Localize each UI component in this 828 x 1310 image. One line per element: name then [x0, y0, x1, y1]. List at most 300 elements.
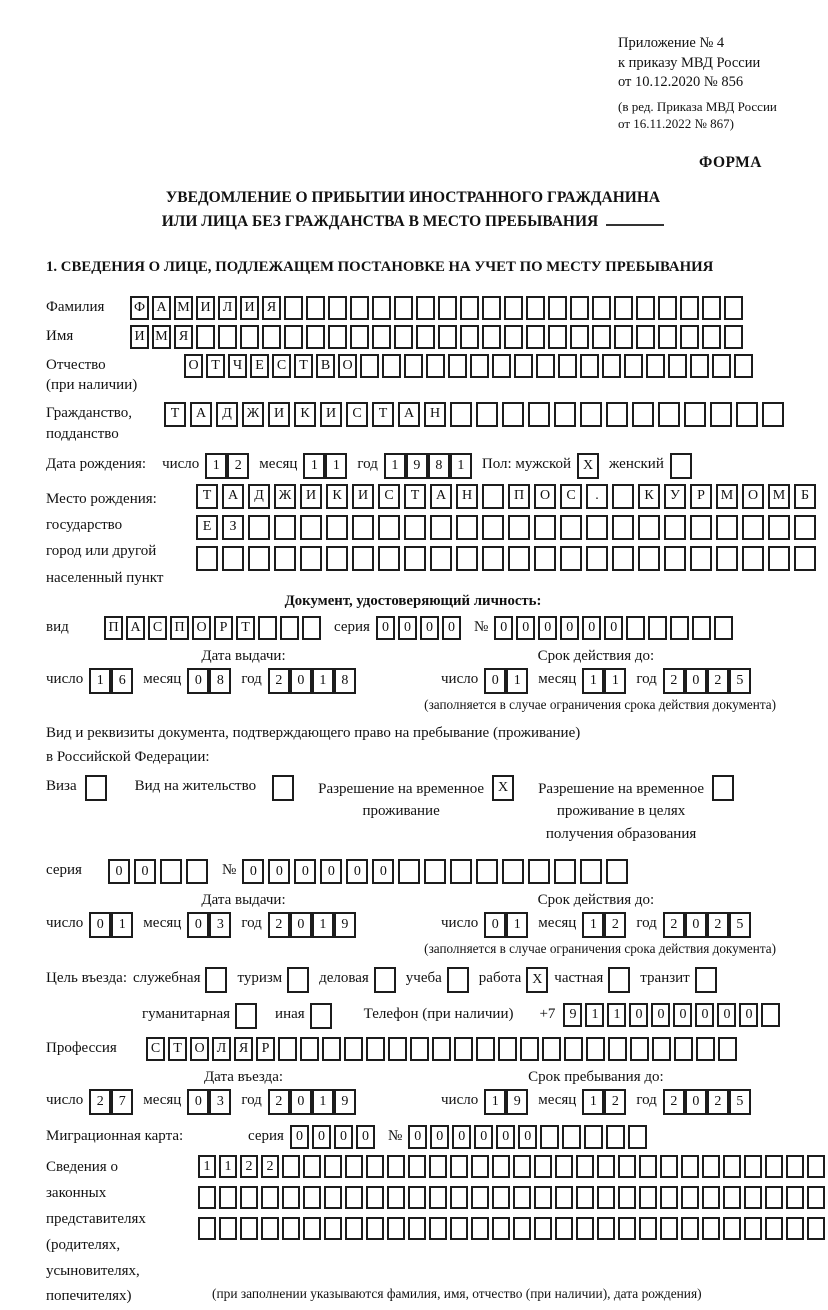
form-cell — [196, 325, 215, 349]
form-cell — [536, 354, 555, 378]
form-cell — [702, 1217, 720, 1240]
phone-label: Телефон (при наличии) — [363, 1006, 514, 1023]
form-cell: 0 — [312, 1125, 331, 1149]
form-cell — [660, 1186, 678, 1209]
form-cell — [526, 296, 545, 320]
residence-valid-day — [484, 912, 528, 938]
form-cell: К — [638, 484, 660, 509]
patronymic-label: Отчество — [46, 356, 106, 373]
form-cell: И — [352, 484, 374, 509]
form-cell — [492, 1155, 510, 1178]
form-cell: О — [338, 354, 357, 378]
form-cell — [502, 859, 524, 884]
form-cell — [222, 546, 244, 571]
form-cell — [632, 402, 654, 427]
issue-date-head: Дата выдачи: — [201, 892, 286, 909]
form-cell — [278, 1037, 297, 1061]
form-cell: 1 — [198, 1155, 216, 1178]
form-cell: Д — [248, 484, 270, 509]
form-cell — [387, 1217, 405, 1240]
form-cell — [366, 1186, 384, 1209]
form-cell: 0 — [474, 1125, 493, 1149]
form-cell: 1 — [585, 1003, 604, 1027]
form-cell — [404, 515, 426, 540]
year-label: год — [241, 1092, 262, 1109]
form-cell: 0 — [408, 1125, 427, 1149]
form-cell: 0 — [108, 859, 130, 884]
purpose-option: работа X — [479, 967, 549, 993]
phone-prefix: +7 — [539, 1006, 556, 1023]
form-cell — [328, 325, 347, 349]
form-cell — [287, 967, 309, 993]
form-cell — [714, 616, 733, 640]
form-cell — [438, 296, 457, 320]
entry-day — [89, 1089, 133, 1115]
form-cell: И — [240, 296, 259, 320]
form-cell — [218, 325, 237, 349]
form-cell: Р — [256, 1037, 275, 1061]
form-cell: О — [742, 484, 764, 509]
form-cell: С — [272, 354, 291, 378]
form-cell — [387, 1186, 405, 1209]
form-cell — [786, 1155, 804, 1178]
form-cell — [476, 402, 498, 427]
form-cell: 0 — [673, 1003, 692, 1027]
form-cell: 0 — [187, 1089, 209, 1115]
profession-label: Профессия — [46, 1040, 117, 1057]
number-label: № — [473, 618, 489, 635]
visa-option — [46, 775, 107, 801]
forma-label: ФОРМА — [698, 154, 762, 172]
seriya-label: серия — [248, 1128, 284, 1145]
form-cell — [681, 1186, 699, 1209]
form-cell — [284, 325, 303, 349]
form-cell: 2 — [707, 912, 729, 938]
birth-day-cells — [205, 453, 249, 479]
profession-row — [46, 1037, 780, 1061]
identity-issue-day — [89, 668, 133, 694]
form-cell: 2 — [707, 1089, 729, 1115]
form-cell: 1 — [312, 668, 334, 694]
form-cell — [274, 546, 296, 571]
form-cell — [554, 859, 576, 884]
purpose-study-checkbox — [447, 967, 469, 993]
form-cell — [712, 354, 731, 378]
birthdate-row — [46, 453, 780, 479]
purpose-private-checkbox — [608, 967, 630, 993]
visa-checkbox — [85, 775, 107, 801]
form-cell: Т — [168, 1037, 187, 1061]
visa-label: Виза — [46, 777, 77, 794]
name-label: Имя — [46, 327, 74, 344]
form-cell — [258, 616, 277, 640]
form-cell — [716, 515, 738, 540]
month-label: месяц — [259, 455, 298, 472]
form-cell — [344, 1037, 363, 1061]
form-cell — [668, 354, 687, 378]
form-cell — [744, 1186, 762, 1209]
form-cell: А — [126, 616, 145, 640]
form-cell: Е — [250, 354, 269, 378]
form-cell: 0 — [89, 912, 111, 938]
form-cell: И — [300, 484, 322, 509]
form-cell — [540, 1125, 559, 1149]
form-cell: Т — [372, 402, 394, 427]
form-cell — [508, 546, 530, 571]
form-cell — [762, 402, 784, 427]
form-cell: 0 — [538, 616, 557, 640]
form-cell — [562, 1125, 581, 1149]
form-cell — [702, 325, 721, 349]
form-cell — [576, 1186, 594, 1209]
representatives-cells-row1 — [198, 1155, 828, 1178]
form-cell: 0 — [739, 1003, 758, 1027]
identity-doc-row — [46, 616, 780, 640]
birth-year-cells — [384, 453, 472, 479]
form-cell — [702, 296, 721, 320]
form-cell — [618, 1186, 636, 1209]
form-cell — [696, 1037, 715, 1061]
form-cell — [618, 1217, 636, 1240]
form-cell: 9 — [506, 1089, 528, 1115]
purpose-option: гуманитарная — [142, 1003, 257, 1029]
form-cell — [476, 859, 498, 884]
birthplace-cells-row1 — [196, 484, 820, 509]
purpose-option: иная — [275, 1003, 332, 1029]
identity-issue-year — [268, 668, 356, 694]
form-cell: 0 — [560, 616, 579, 640]
form-cell: 9 — [406, 453, 428, 479]
form-cell — [408, 1186, 426, 1209]
form-cell: О — [184, 354, 203, 378]
form-cell: 5 — [729, 1089, 751, 1115]
form-cell: 0 — [452, 1125, 471, 1149]
form-cell: 9 — [563, 1003, 582, 1027]
form-cell: 0 — [442, 616, 461, 640]
temp-residence-checkbox — [492, 775, 514, 801]
form-cell — [366, 1217, 384, 1240]
form-cell — [794, 515, 816, 540]
form-cell — [186, 859, 208, 884]
form-cell — [606, 1125, 625, 1149]
form-cell — [692, 616, 711, 640]
stay-until-head: Срок пребывания до: — [528, 1069, 664, 1086]
form-cell: . — [586, 484, 608, 509]
form-cell — [303, 1186, 321, 1209]
form-cell — [807, 1155, 825, 1178]
phone-cells — [563, 1003, 783, 1027]
purpose-option: деловая — [319, 967, 396, 993]
form-cell — [690, 546, 712, 571]
form-cell: 0 — [420, 616, 439, 640]
form-cell: 0 — [484, 912, 506, 938]
form-cell — [597, 1186, 615, 1209]
form-cell: 2 — [663, 912, 685, 938]
residence-doc-intro — [46, 721, 780, 769]
form-cell — [429, 1217, 447, 1240]
form-cell: П — [170, 616, 189, 640]
form-cell: 0 — [685, 1089, 707, 1115]
form-cell: 0 — [242, 859, 264, 884]
form-cell — [326, 546, 348, 571]
form-cell: 0 — [518, 1125, 537, 1149]
form-cell: 0 — [376, 616, 395, 640]
number-label: № — [222, 862, 237, 879]
form-cell — [586, 546, 608, 571]
residence-permit-checkbox — [272, 775, 294, 801]
form-cell — [702, 1155, 720, 1178]
form-cell — [584, 1125, 603, 1149]
form-cell — [426, 354, 445, 378]
form-cell — [716, 546, 738, 571]
form-cell — [648, 616, 667, 640]
name-row — [46, 325, 780, 349]
form-cell — [807, 1217, 825, 1240]
form-cell — [284, 296, 303, 320]
day-label: число — [441, 1092, 479, 1109]
entry-dates — [46, 1069, 780, 1115]
form-cell — [482, 484, 504, 509]
form-cell: 2 — [604, 912, 626, 938]
form-cell — [602, 354, 621, 378]
form-cell: Т — [404, 484, 426, 509]
form-cell — [723, 1217, 741, 1240]
form-cell: X — [577, 453, 599, 479]
form-cell — [429, 1186, 447, 1209]
migration-card-row — [46, 1125, 780, 1149]
form-cell — [612, 484, 634, 509]
form-cell — [608, 1037, 627, 1061]
form-cell: Л — [212, 1037, 231, 1061]
appendix-edit-line: (в ред. Приказа МВД России — [618, 98, 777, 114]
form-cell — [261, 1217, 279, 1240]
form-cell — [638, 546, 660, 571]
form-cell: 0 — [484, 668, 506, 694]
representatives-label: законных — [46, 1185, 107, 1202]
form-cell — [580, 859, 602, 884]
form-cell: 1 — [384, 453, 406, 479]
appendix-header — [618, 34, 808, 132]
form-cell — [219, 1186, 237, 1209]
form-cell — [471, 1186, 489, 1209]
form-cell — [272, 775, 294, 801]
sex-female-checkbox — [670, 453, 692, 479]
form-cell — [690, 354, 709, 378]
form-cell — [372, 325, 391, 349]
stay-month — [582, 1089, 626, 1115]
form-cell — [306, 296, 325, 320]
form-cell — [450, 1155, 468, 1178]
form-cell: 1 — [506, 668, 528, 694]
form-cell — [630, 1037, 649, 1061]
form-cell — [681, 1155, 699, 1178]
form-cell: Я — [262, 296, 281, 320]
form-cell — [219, 1217, 237, 1240]
form-cell: 0 — [134, 859, 156, 884]
residence-issue-day — [89, 912, 133, 938]
form-cell — [352, 546, 374, 571]
year-label: год — [357, 455, 378, 472]
form-cell — [528, 402, 550, 427]
form-cell — [306, 325, 325, 349]
form-cell — [724, 296, 743, 320]
form-cell: 0 — [516, 616, 535, 640]
purpose-row — [46, 967, 780, 993]
form-cell: 0 — [372, 859, 394, 884]
form-cell — [658, 296, 677, 320]
purpose-option: частная — [554, 967, 630, 993]
year-label: год — [636, 670, 657, 687]
form-cell: 0 — [430, 1125, 449, 1149]
appendix-line: Приложение № 4 — [618, 35, 725, 51]
form-cell — [450, 1186, 468, 1209]
form-cell: Ж — [274, 484, 296, 509]
form-title — [46, 186, 780, 233]
form-cell — [324, 1186, 342, 1209]
form-cell: 0 — [582, 616, 601, 640]
identity-dates — [46, 648, 780, 694]
form-cell — [576, 1155, 594, 1178]
form-cell — [508, 515, 530, 540]
form-cell: 0 — [629, 1003, 648, 1027]
form-cell — [570, 296, 589, 320]
form-cell: 1 — [89, 668, 111, 694]
day-label: число — [441, 670, 479, 687]
form-cell: З — [222, 515, 244, 540]
patronymic-note: (при наличии) — [46, 376, 138, 393]
day-label: число — [46, 915, 84, 932]
form-cell — [326, 515, 348, 540]
form-cell — [450, 402, 472, 427]
form-cell: 1 — [312, 912, 334, 938]
form-cell — [394, 296, 413, 320]
form-cell — [410, 1037, 429, 1061]
form-cell — [768, 546, 790, 571]
residence-seriya-row — [46, 859, 780, 884]
form-cell — [398, 859, 420, 884]
purpose-row2 — [142, 1003, 780, 1029]
form-cell — [430, 546, 452, 571]
form-cell — [378, 546, 400, 571]
form-cell — [85, 775, 107, 801]
form-cell — [424, 859, 446, 884]
form-cell: И — [196, 296, 215, 320]
form-cell: 0 — [290, 1125, 309, 1149]
form-cell — [448, 354, 467, 378]
form-cell — [614, 296, 633, 320]
form-cell: 0 — [290, 912, 312, 938]
form-cell: 0 — [294, 859, 316, 884]
month-label: месяц — [538, 670, 577, 687]
representatives-label: усыновителях, — [46, 1262, 140, 1279]
form-cell: 0 — [651, 1003, 670, 1027]
form-cell: Д — [216, 402, 238, 427]
form-cell — [482, 325, 501, 349]
form-cell: 0 — [717, 1003, 736, 1027]
form-cell — [366, 1155, 384, 1178]
form-cell — [554, 402, 576, 427]
form-cell: 1 — [111, 912, 133, 938]
form-cell — [280, 616, 299, 640]
purpose-option: служебная — [133, 967, 228, 993]
form-cell — [282, 1186, 300, 1209]
form-cell — [303, 1155, 321, 1178]
form-cell — [514, 354, 533, 378]
form-cell: 2 — [89, 1089, 111, 1115]
form-cell — [560, 546, 582, 571]
form-cell — [614, 325, 633, 349]
form-cell — [492, 354, 511, 378]
form-cell — [580, 354, 599, 378]
form-cell — [534, 515, 556, 540]
form-cell: 0 — [290, 668, 312, 694]
form-cell — [372, 296, 391, 320]
form-cell: 0 — [320, 859, 342, 884]
form-cell — [388, 1037, 407, 1061]
residence-doc-intro-line1: Вид и реквизиты документа, подтверждающего право на пребывание (проживание) — [46, 724, 581, 741]
residence-issue-month — [187, 912, 231, 938]
form-cell — [744, 1155, 762, 1178]
form-cell — [636, 325, 655, 349]
form-cell — [534, 546, 556, 571]
form-cell — [476, 1037, 495, 1061]
citizenship-label2: подданство — [46, 425, 119, 442]
form-cell — [470, 354, 489, 378]
form-cell: Т — [294, 354, 313, 378]
form-cell — [736, 402, 758, 427]
form-cell — [638, 515, 660, 540]
form-cell: 2 — [268, 668, 290, 694]
form-cell: О — [190, 1037, 209, 1061]
appendix-line: от 10.12.2020 № 856 — [618, 74, 744, 91]
month-label: месяц — [538, 915, 577, 932]
form-cell — [652, 1037, 671, 1061]
form-cell: 0 — [187, 668, 209, 694]
form-cell — [492, 1217, 510, 1240]
year-label: год — [636, 915, 657, 932]
form-cell — [454, 1037, 473, 1061]
form-cell: К — [294, 402, 316, 427]
form-cell — [710, 402, 732, 427]
form-cell — [416, 296, 435, 320]
identity-valid-year — [663, 668, 751, 694]
section1-heading: 1. СВЕДЕНИЯ О ЛИЦЕ, ПОДЛЕЖАЩЕМ ПОСТАНОВКЕ НА УЧЕТ ПО МЕСТУ ПРЕБЫВАНИЯ — [46, 258, 714, 275]
form-cell — [639, 1186, 657, 1209]
form-cell: 0 — [604, 616, 623, 640]
form-cell — [718, 1037, 737, 1061]
form-cell — [360, 354, 379, 378]
form-cell: М — [768, 484, 790, 509]
form-cell: 2 — [268, 912, 290, 938]
form-cell — [282, 1155, 300, 1178]
form-cell — [658, 402, 680, 427]
form-cell — [430, 515, 452, 540]
residence-issue-year — [268, 912, 356, 938]
form-cell: 1 — [604, 668, 626, 694]
form-cell — [564, 1037, 583, 1061]
form-cell — [345, 1217, 363, 1240]
form-cell — [394, 325, 413, 349]
form-cell — [504, 325, 523, 349]
entry-month — [187, 1089, 231, 1115]
valid-until-head: Срок действия до: — [537, 892, 655, 909]
form-cell: 0 — [494, 616, 513, 640]
form-cell — [612, 546, 634, 571]
form-cell — [555, 1217, 573, 1240]
sex-male-checkbox — [577, 453, 599, 479]
form-cell: 1 — [303, 453, 325, 479]
form-cell — [345, 1186, 363, 1209]
